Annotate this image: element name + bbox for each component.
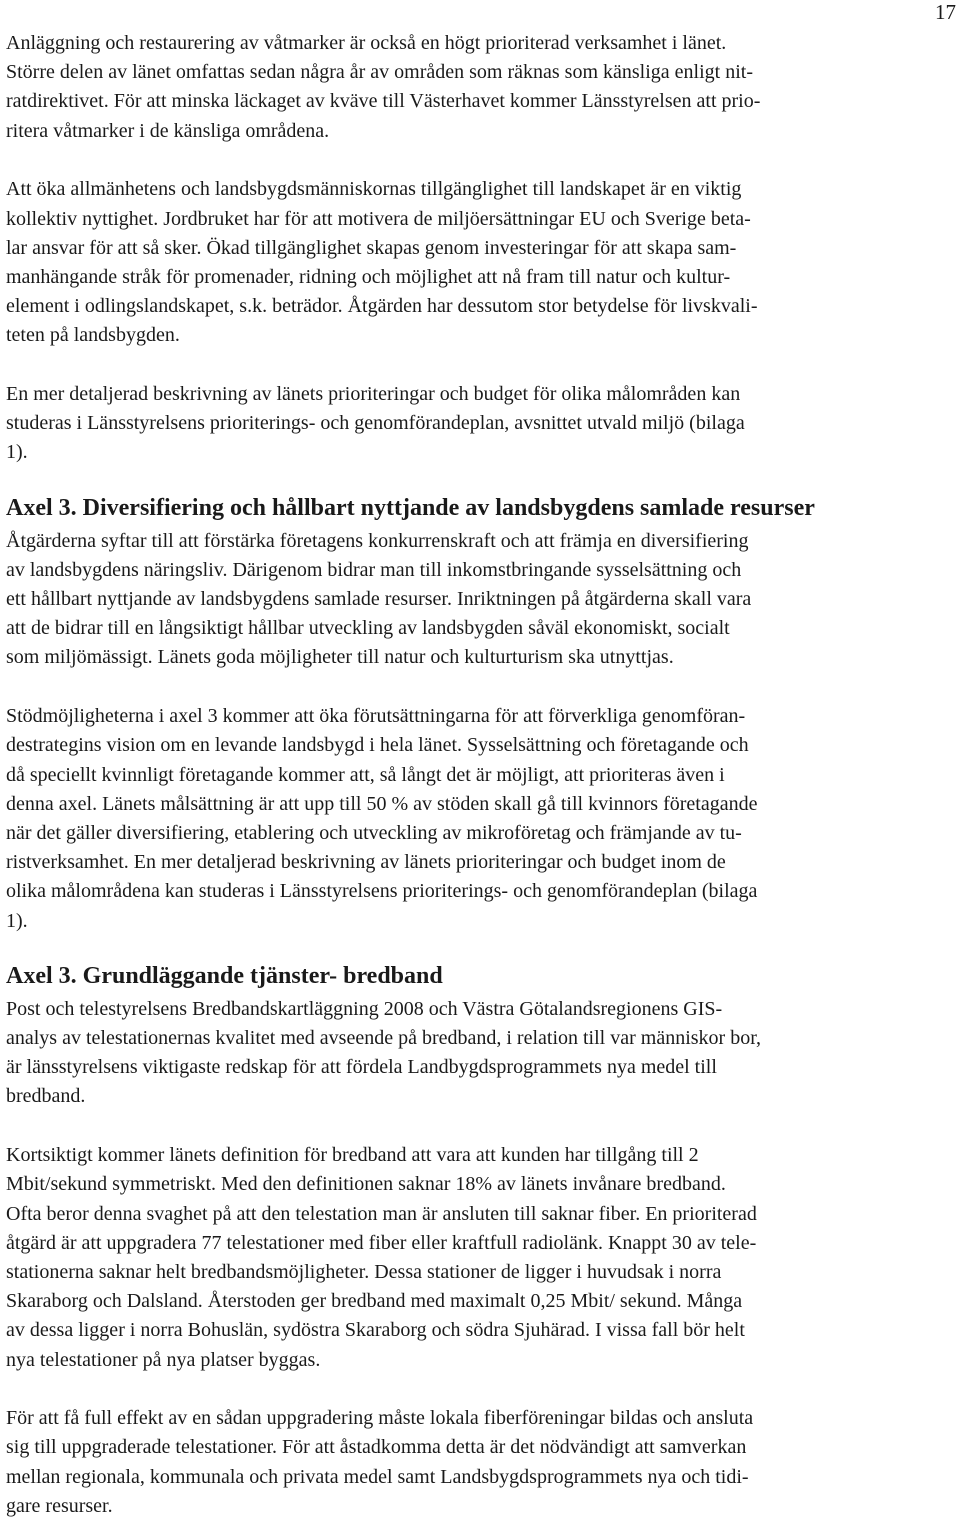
text-line: 1). (6, 909, 28, 932)
section-heading-axel3-diversifiering: Axel 3. Diversifiering och hållbart nyttjande av landsbygdens samlade resurser (6, 494, 815, 521)
paragraph-broadband-definition (6, 1141, 956, 1375)
text-line: Åtgärderna syftar till att förstärka företagens konkurrenskraft och att främja en diversifiering (6, 529, 749, 552)
text-line: ratdirektivet. För att minska läckaget av kväve till Västerhavet kommer Länsstyrelsen att prio- (6, 90, 761, 113)
text-line: sig till uppgraderade telestationer. För att åstadkomma detta är det nödvändigt att samverkan (6, 1436, 747, 1459)
text-line: teten på landsbygden. (6, 324, 180, 347)
text-line: lar ansvar för att så sker. Ökad tillgänglighet skapas genom investeringar för att skapa sam- (6, 236, 737, 259)
text-line: Stödmöjligheterna i axel 3 kommer att öka förutsättningarna för att förverkliga genomföran- (6, 705, 746, 728)
paragraph-axel3-support (6, 702, 956, 936)
paragraph-accessibility (6, 175, 956, 350)
text-line: gare resurser. (6, 1494, 113, 1517)
text-line: bredband. (6, 1085, 86, 1108)
text-line: 1). (6, 441, 28, 464)
paragraph-spacer (6, 1112, 956, 1142)
text-line: Ofta beror denna svaghet på att den telestation man är ansluten till saknar fiber. En prioriterad (6, 1202, 757, 1225)
text-line: Kortsiktigt kommer länets definition för bredband att vara att kunden har tillgång till 2 (6, 1144, 699, 1167)
text-line: studeras i Länsstyrelsens prioriterings- och genomförandeplan, avsnittet utvald miljö (bilaga (6, 412, 745, 435)
paragraph-spacer (6, 146, 956, 176)
document-body (6, 29, 956, 1521)
text-line: av landsbygdens näringsliv. Därigenom bidrar man till inkomstbringande sysselsättning och (6, 558, 742, 581)
paragraph-spacer (6, 1375, 956, 1405)
text-line: när det gäller diversifiering, etablering och utveckling av mikroföretag och främjande av tu- (6, 821, 742, 844)
text-line: analys av telestationernas kvalitet med avseende på bredband, i relation till var människor bor, (6, 1026, 762, 1049)
paragraph-fiber-associations (6, 1404, 956, 1521)
text-line: är länsstyrelsens viktigaste redskap för att fördela Landbygdsprogrammets nya medel till (6, 1056, 717, 1079)
paragraph-spacer (6, 351, 956, 381)
paragraph-broadband-mapping (6, 995, 956, 1112)
text-line: som miljömässigt. Länets goda möjligheter till natur och kulturturism ska utnyttjas. (6, 646, 674, 669)
text-line: åtgärd är att uppgradera 77 telestationer med fiber eller kraftfull radiolänk. Knappt 30 av tele- (6, 1231, 757, 1254)
text-line: att de bidrar till en långsiktigt hållbar utveckling av landsbygden såväl ekonomiskt, socialt (6, 617, 730, 640)
text-line: mellan regionala, kommunala och privata medel samt Landsbygdsprogrammets nya och tidi- (6, 1465, 749, 1488)
section-heading-axel3-bredband: Axel 3. Grundläggande tjänster- bredband (6, 962, 443, 989)
text-line: kollektiv nyttighet. Jordbruket har för att motivera de miljöersättningar EU och Sverige beta- (6, 207, 751, 230)
text-line: destrategins vision om en levande landsbygd i hela länet. Sysselsättning och företagande och (6, 734, 749, 757)
text-line: Skaraborg och Dalsland. Återstoden ger bredband med maximalt 0,25 Mbit/ sekund. Många (6, 1290, 743, 1313)
paragraph-wetlands (6, 29, 956, 146)
text-line: manhängande stråk för promenader, ridning och möjlighet att nå fram till natur och kultur- (6, 265, 731, 288)
text-line: För att få full effekt av en sådan uppgradering måste lokala fiberföreningar bildas och ansluta (6, 1407, 754, 1430)
text-line: denna axel. Länets målsättning är att upp till 50 % av stöden skall gå till kvinnors företagande (6, 792, 758, 815)
text-line: ett hållbart nyttjande av landsbygdens samlade resurser. Inriktningen på åtgärderna skall vara (6, 588, 752, 611)
text-line: olika målområdena kan studeras i Länsstyrelsens prioriterings- och genomförandeplan (bilaga (6, 880, 758, 903)
text-line: Anläggning och restaurering av våtmarker är också en högt prioriterad verksamhet i länet. (6, 32, 727, 54)
text-line: då speciellt kvinnligt företagande kommer att, så långt det är möjligt, att prioriteras även i (6, 763, 725, 786)
paragraph-detailed-description (6, 380, 956, 468)
text-line: Mbit/sekund symmetriskt. Med den definitionen saknar 18% av länets invånare bredband. (6, 1173, 726, 1196)
page-number: 17 (935, 0, 956, 24)
text-line: Att öka allmänhetens och landsbygdsmänniskornas tillgänglighet till landskapet är en viktig (6, 178, 742, 201)
paragraph-axel3-aims (6, 527, 956, 673)
text-line: nya telestationer på nya platser byggas. (6, 1348, 321, 1371)
paragraph-spacer (6, 936, 956, 960)
paragraph-spacer (6, 673, 956, 703)
text-line: element i odlingslandskapet, s.k. beträdor. Åtgärden har dessutom stor betydelse för livskvali- (6, 295, 758, 318)
text-line: En mer detaljerad beskrivning av länets prioriteringar och budget för olika målområden kan (6, 383, 741, 406)
text-line: av dessa ligger i norra Bohuslän, sydöstra Skaraborg och södra Sjuhärad. I vissa fall bör helt (6, 1319, 745, 1342)
text-line: stationerna saknar helt bredbandsmöjligheter. Dessa stationer de ligger i huvudsak i norra (6, 1260, 722, 1283)
text-line: Post och telestyrelsens Bredbandskartläggning 2008 och Västra Götalandsregionens GIS- (6, 997, 723, 1020)
paragraph-spacer (6, 468, 956, 492)
text-line: ritera våtmarker i de känsliga områdena. (6, 119, 330, 142)
text-line: ristverksamhet. En mer detaljerad beskrivning av länets prioriteringar och budget inom de (6, 851, 726, 874)
text-line: Större delen av länet omfattas sedan några år av områden som räknas som känsliga enligt nit- (6, 61, 753, 84)
